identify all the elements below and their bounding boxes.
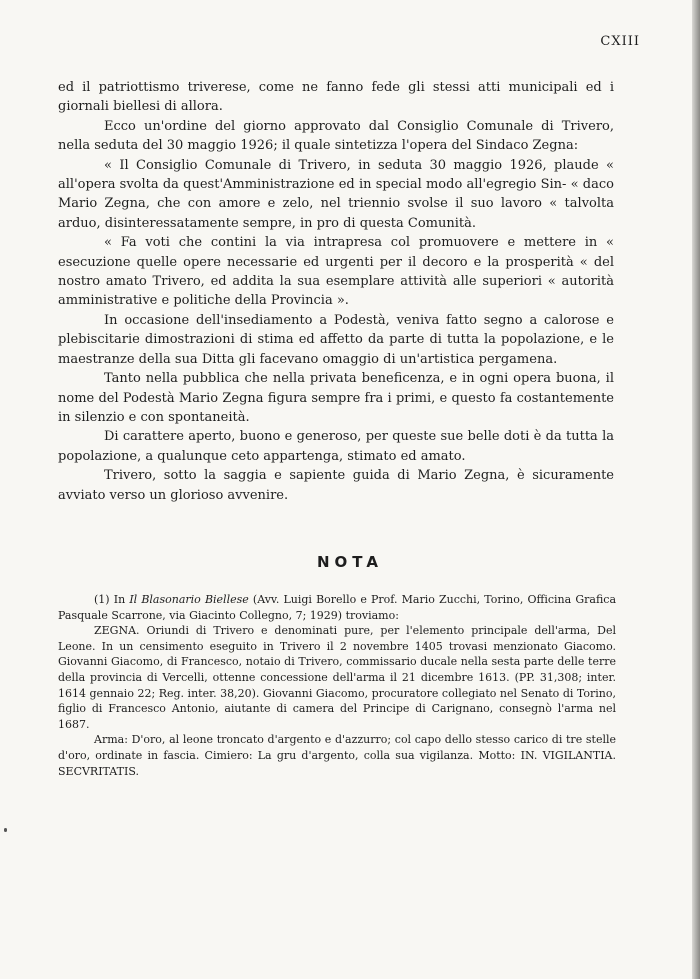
footnote-citation: (Avv. Luigi Borello e Prof. Mario Zucchi, Torino, Officina Grafica Pasquale Scarrone, via Giacinto Collegno, 7; 1929) troviamo: — [58, 593, 617, 622]
main-text — [58, 78, 614, 505]
nota-heading: NOTA — [317, 553, 383, 571]
page-number: CXIII — [600, 34, 640, 49]
quote-paragraph: « Fa voti che contini la via intrapresa col promuovere e mettere in « esecuzione quelle opere necessarie ed urgenti per il decoro e la prosperità « del nostro amato Trivero, ed addita la sua esemplare attività alle superiori « autorità amministrative e politiche della Provincia ». — [58, 235, 614, 309]
page-edge-shadow — [692, 0, 700, 979]
paragraph: Tanto nella pubblica che nella privata beneficenza, e in ogni opera buona, il nome del Podestà Mario Zegna figura sempre fra i primi, e questo fa costantemente in silenzio e con spontaneità. — [58, 371, 614, 425]
paragraph: Ecco un'ordine del giorno approvato dal Consiglio Comunale di Trivero, nella seduta del 30 maggio 1926; il quale sintetizza l'opera del Sindaco Zegna: — [58, 118, 614, 154]
footnote-prefix: (1) In — [94, 593, 130, 606]
quote-paragraph: « Il Consiglio Comunale di Trivero, in seduta 30 maggio 1926, plaude « all'opera svolta da quest'Amministrazione ed in special modo all'egregio Sin- « daco Mario Zegna, che con amore e zelo, nel triennio svolse il suo lavoro « talvolta arduo, disinteressatamente sempre, in pro di questa Comunità. — [58, 157, 614, 231]
zegna-entry: ZEGNA. Oriundi di Trivero e denominati pure, per l'elemento principale dell'arma, Del Leone. In un censimento eseguito in Trivero il 2 novembre 1405 trovasi menzionato Giacomo. Giovanni Giacomo, di Francesco, notaio di Trivero, commissario ducale nella sesta parte delle terre della provincia di Vercelli, ottenne concessione dell'arma il 21 dicembre 1613. (PP. 31,308; inter. 1614 gennaio 22; Reg. inter. 38,20). Giovanni Giacomo, procuratore collegiato nel Senato di Torino, figlio di Francesco Antonio, aiutante di camera del Principe di Carignano, consegnò l'arma nel 1687. — [58, 624, 616, 731]
footnotes — [58, 592, 616, 779]
paragraph: In occasione dell'insediamento a Podestà, veniva fatto segno a calorose e plebiscitarie dimostrazioni di stima ed affetto da parte di tutta la popolazione, e le maestranze della sua Ditta gli facevano omaggio di un'artistica pergamena. — [58, 312, 614, 367]
footnote-1 — [58, 592, 616, 623]
ink-speck — [4, 828, 7, 832]
paragraph: ed il patriottismo triverese, come ne fanno fede gli stessi atti municipali ed i giornali biellesi di allora. — [58, 80, 614, 115]
book-title: Il Blasonario Biellese — [129, 593, 249, 606]
arma-entry: Arma: D'oro, al leone troncato d'argento e d'azzurro; col capo dello stesso carico di tre stelle d'oro, ordinate in fascia. Cimiero: La gru d'argento, colla sua vigilanza. Motto: IN. VIGILANTIA. SECVRITATIS. — [58, 733, 616, 778]
paragraph: Trivero, sotto la saggia e sapiente guida di Mario Zegna, è sicuramente avviato verso un glorioso avvenire. — [58, 468, 614, 503]
paragraph: Di carattere aperto, buono e generoso, per queste sue belle doti è da tutta la popolazione, a qualunque ceto appartenga, stimato ed amato. — [58, 429, 614, 464]
